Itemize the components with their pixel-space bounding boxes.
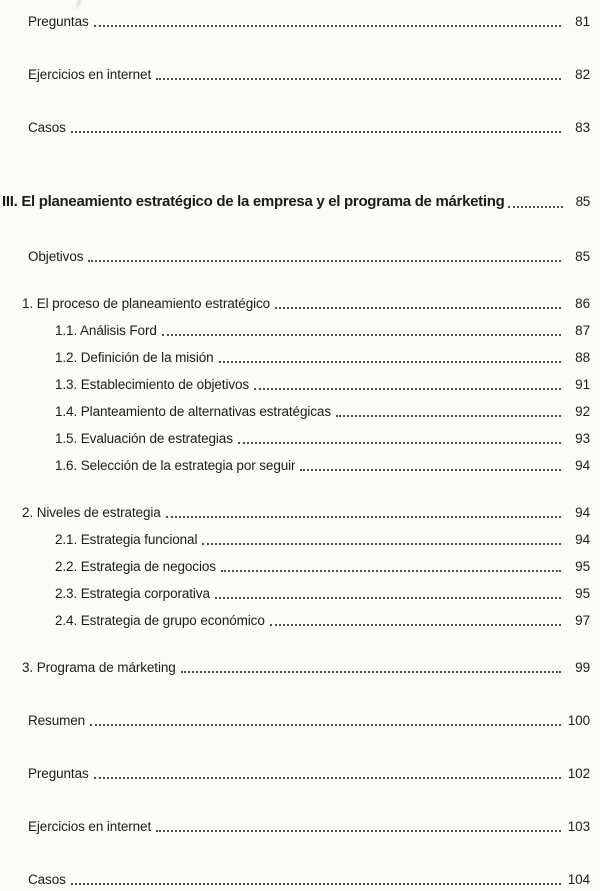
scan-artifact [67, 0, 81, 10]
dot-leader [71, 131, 561, 133]
toc-entry-page-number: 91 [575, 377, 590, 392]
dot-leader [254, 388, 561, 390]
dot-leader [215, 597, 561, 599]
toc-entry-row [0, 585, 590, 603]
toc-entry-label: Ejercicios en internet [28, 819, 152, 834]
toc-entry-row [0, 818, 590, 836]
toc-entry-label: 1.1. Análisis Ford [55, 323, 157, 338]
toc-entry-label: Preguntas [28, 766, 89, 781]
dot-leader [162, 334, 561, 336]
dot-leader [336, 415, 561, 417]
dot-leader [166, 516, 561, 518]
toc-entry-page-number: 97 [575, 613, 590, 628]
toc-entry-label: 2.4. Estrategia de grupo económico [55, 613, 265, 628]
dot-leader [181, 671, 561, 673]
toc-entry-label: 2.3. Estrategia corporativa [55, 586, 210, 601]
dot-leader [238, 442, 561, 444]
toc-entry-label: 1.6. Selección de la estrategia por seguir [55, 458, 296, 473]
dot-leader [156, 830, 561, 832]
toc-entry-row [0, 322, 590, 340]
toc-entry-label: Objetivos [28, 249, 84, 264]
toc-entry-row [0, 119, 590, 137]
dot-leader [275, 307, 561, 309]
toc-entry-page-number: 85 [575, 249, 590, 264]
toc-entry-page-number: 92 [575, 404, 590, 419]
toc-entry-page-number: 81 [575, 14, 590, 29]
toc-entry-label: Resumen [28, 713, 86, 728]
toc-entry-label: 2.1. Estrategia funcional [55, 532, 198, 547]
dot-leader [219, 361, 561, 363]
toc-entry-row [0, 349, 590, 367]
toc-entry-row [0, 612, 590, 630]
toc-entry-row [0, 13, 590, 31]
toc-chapter-row [0, 191, 590, 213]
toc-entry-page-number: 85 [575, 194, 590, 209]
toc-entry-row [0, 531, 590, 549]
toc-entry-page-number: 94 [575, 458, 590, 473]
dot-leader [94, 777, 561, 779]
toc-entry-page-number: 95 [575, 586, 590, 601]
toc-entry-label: 1.5. Evaluación de estrategias [55, 431, 233, 446]
toc-entry-page-number: 103 [567, 819, 590, 834]
dot-leader [221, 570, 561, 572]
dot-leader [202, 543, 561, 545]
dot-leader [156, 78, 561, 80]
toc-entry-page-number: 93 [575, 431, 590, 446]
toc-list [0, 13, 590, 889]
toc-entry-page-number: 100 [567, 713, 590, 728]
dot-leader [270, 624, 561, 626]
toc-entry-row [0, 504, 590, 522]
toc-entry-page-number: 94 [575, 505, 590, 520]
toc-entry-row [0, 659, 590, 677]
toc-entry-label: Casos [28, 872, 66, 887]
toc-entry-label: 1. El proceso de planeamiento estratégico [22, 296, 271, 311]
dot-leader [71, 883, 561, 885]
toc-entry-row [0, 403, 590, 421]
toc-entry-row [0, 871, 590, 889]
toc-entry-label: 1.2. Definición de la misión [55, 350, 214, 365]
toc-entry-label: 2.2. Estrategia de negocios [55, 559, 216, 574]
toc-entry-page-number: 94 [575, 532, 590, 547]
toc-entry-row [0, 295, 590, 313]
dot-leader [88, 260, 561, 262]
toc-entry-label: Preguntas [28, 14, 89, 29]
toc-entry-page-number: 104 [567, 872, 590, 887]
toc-entry-row [0, 66, 590, 84]
toc-entry-label: 3. Programa de márketing [22, 660, 176, 675]
toc-entry-row [0, 430, 590, 448]
toc-entry-row [0, 765, 590, 783]
toc-entry-page-number: 102 [567, 766, 590, 781]
dot-leader [90, 724, 561, 726]
toc-entry-page-number: 87 [575, 323, 590, 338]
dot-leader [508, 206, 563, 208]
toc-entry-label: Casos [28, 120, 66, 135]
toc-entry-row [0, 376, 590, 394]
toc-entry-page-number: 95 [575, 559, 590, 574]
dot-leader [94, 25, 561, 27]
toc-entry-label: 1.3. Establecimiento de objetivos [55, 377, 250, 392]
toc-entry-row [0, 712, 590, 730]
toc-entry-page-number: 82 [575, 67, 590, 82]
dot-leader [300, 469, 561, 471]
toc-entry-label: Ejercicios en internet [28, 67, 152, 82]
toc-entry-row [0, 558, 590, 576]
toc-entry-page-number: 86 [575, 296, 590, 311]
toc-entry-row [0, 248, 590, 266]
toc-entry-page-number: 88 [575, 350, 590, 365]
toc-entry-label: 2. Niveles de estrategia [22, 505, 161, 520]
toc-entry-label: III. El planeamiento estratégico de la empresa y el programa de márketing [2, 193, 505, 210]
toc-entry-page-number: 99 [575, 660, 590, 675]
toc-entry-page-number: 83 [575, 120, 590, 135]
toc-entry-label: 1.4. Planteamiento de alternativas estratégicas [55, 404, 331, 419]
toc-entry-row [0, 457, 590, 475]
